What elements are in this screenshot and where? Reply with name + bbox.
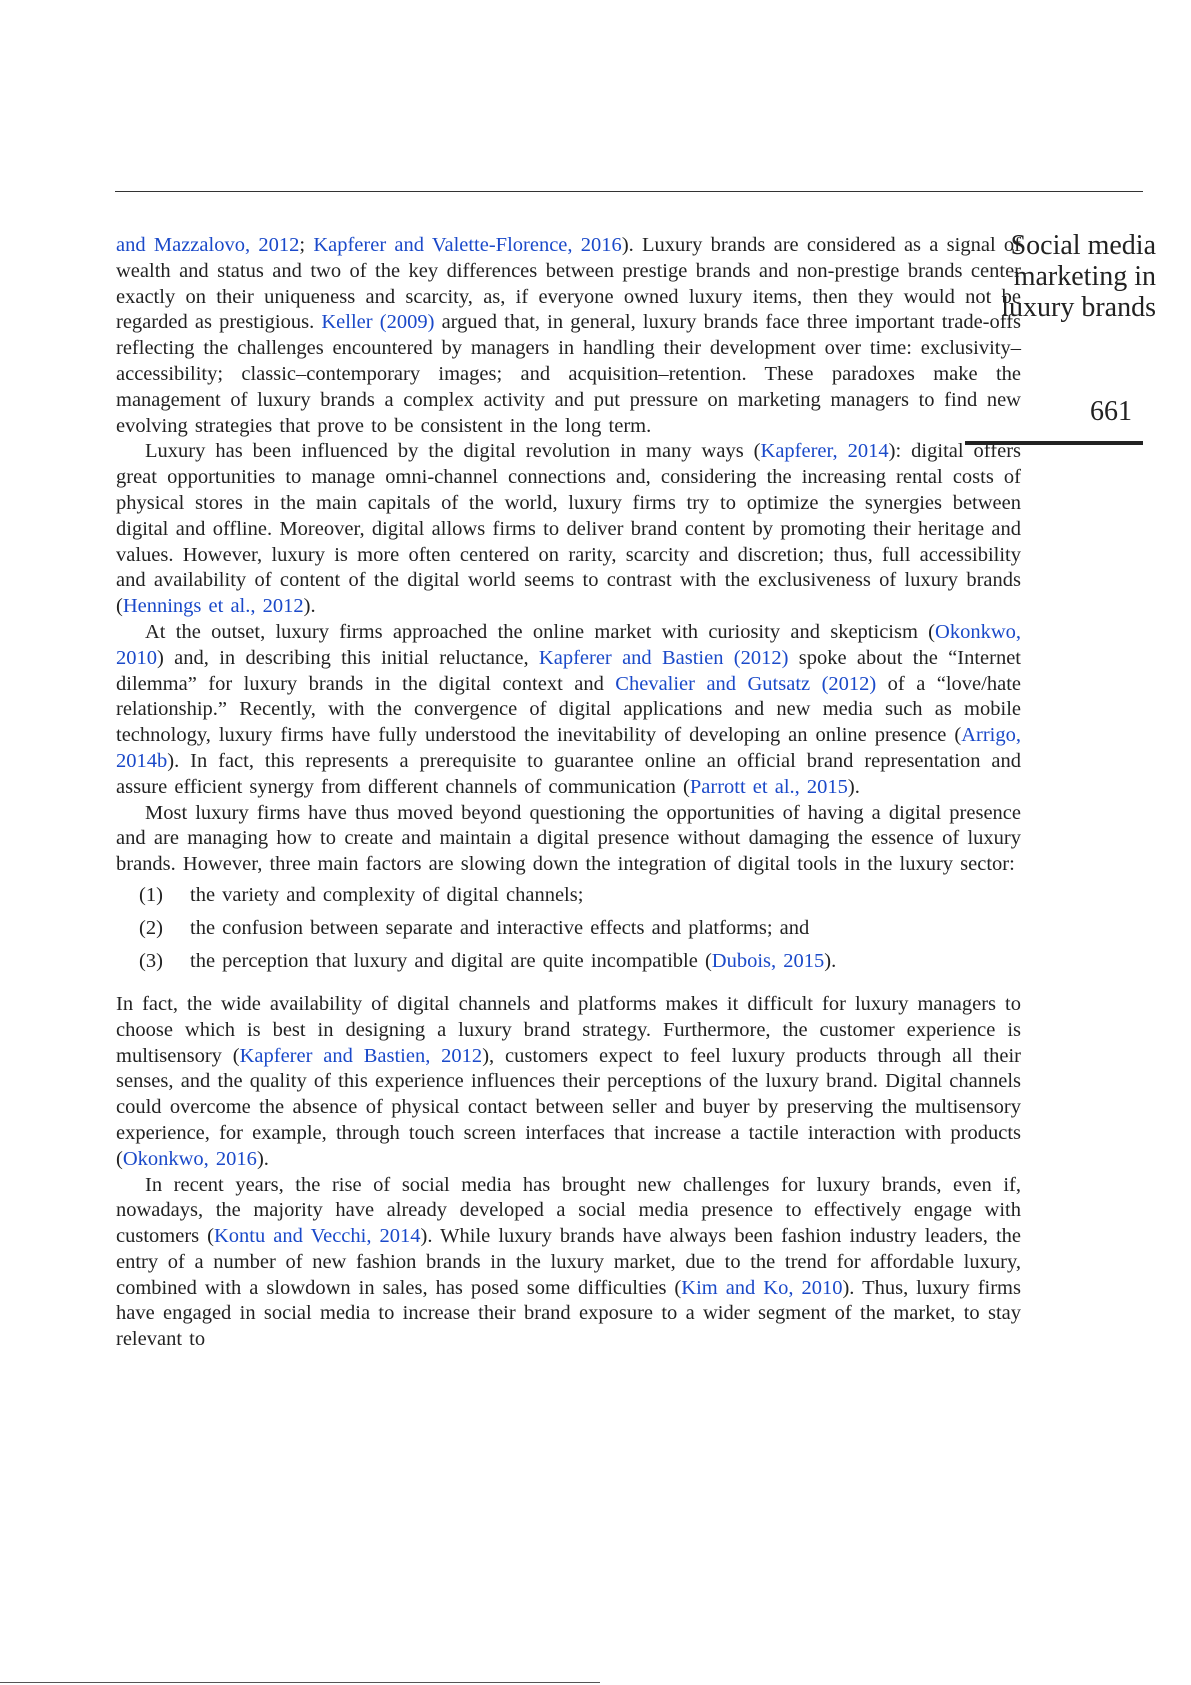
- paragraph: In fact, the wide availability of digital channels and platforms makes it difficult for luxury managers to choose which is best in designing a luxury brand strategy. Furthermore, the customer experience is multisensory (Kapferer and Bastien, 2012), customers expect to feel luxury products through all their senses, and the quality of this experience influences their perceptions of the luxury brand. Digital channels could overcome the absence of physical contact between seller and buyer by preserving the multisensory experience, for example, through touch screen interfaces that increase a tactile interaction with products (Okonkwo, 2016).: [116, 992, 1021, 1170]
- list-item: (2) the confusion between separate and interactive effects and platforms; and: [139, 916, 810, 939]
- citation-link[interactable]: Parrott et al., 2015: [689, 775, 848, 798]
- list-item: (1) the variety and complexity of digital channels;: [139, 883, 584, 906]
- list-item: (3) the perception that luxury and digital are quite incompatible (Dubois, 2015).: [139, 949, 837, 972]
- factor-list: [116, 882, 1021, 974]
- citation-link[interactable]: Kontu and Vecchi, 2014: [214, 1225, 421, 1248]
- citation-link[interactable]: Keller (2009): [321, 311, 435, 334]
- page-number: 661: [1090, 396, 1132, 427]
- citation-link[interactable]: Chevalier and Gutsatz (2012): [615, 672, 877, 695]
- running-title-line: luxury brands: [1001, 292, 1156, 323]
- citation-link[interactable]: and Mazzalovo, 2012: [116, 234, 300, 256]
- citation-link[interactable]: Kapferer and Bastien, 2012: [239, 1044, 483, 1067]
- citation-link[interactable]: Kapferer, 2014: [760, 440, 889, 463]
- citation-link[interactable]: Kapferer and Bastien (2012): [538, 646, 789, 669]
- footer-rule: [0, 1682, 600, 1683]
- running-title-line: marketing in: [1013, 261, 1156, 292]
- paragraph: Most luxury firms have thus moved beyond questioning the opportunities of having a digital presence and are managing how to create and maintain a digital presence without damaging the essence of luxury brands. However, three main factors are slowing down the integration of digital tools in the luxury sector:: [116, 801, 1021, 876]
- citation-link[interactable]: Dubois, 2015: [711, 949, 825, 972]
- citation-link[interactable]: Okonkwo, 2016: [122, 1147, 257, 1170]
- citation-link[interactable]: Arrigo, 2014b: [116, 724, 1021, 772]
- paragraph: In recent years, the rise of social media has brought new challenges for luxury brands, even if, nowadays, the majority have already developed a social media presence to effectively engage with customers (Kontu and Vecchi, 2014). While luxury brands have always been fashion industry leaders, the entry of a number of new fashion brands in the luxury market, due to the trend for affordable luxury, combined with a slowdown in sales, has posed some difficulties (Kim and Ko, 2010). Thus, luxury firms have engaged in social media to increase their brand exposure to a wider segment of the market, to stay relevant to: [116, 1173, 1021, 1351]
- paragraph: and Mazzalovo, 2012; Kapferer and Valette-Florence, 2016). Luxury brands are considered as a signal of wealth and status and two of the key differences between prestige brands and non-prestige brands center exactly on their uniqueness and scarcity, as, if everyone owned luxury items, then they would not be regarded as prestigious. Keller (2009) argued that, in general, luxury brands face three important trade-offs reflecting the challenges encountered by managers in handling their development over time: exclusivity–accessibility; classic–contemporary images; and acquisition–retention. These paradoxes make the management of luxury brands a complex activity and put pressure on marketing managers to find new evolving strategies that prove to be consistent in the long term.: [116, 234, 1022, 437]
- header-rule: [115, 191, 1143, 192]
- running-title-line: Social media: [1010, 230, 1156, 261]
- citation-link[interactable]: Hennings et al., 2012: [122, 595, 304, 618]
- paragraph: Luxury has been influenced by the digital revolution in many ways (Kapferer, 2014): digital offers great opportunities to manage omni-channel connections and, considering the increasing rental costs of physical stores in the main capitals of the world, luxury firms try to optimize the synergies between digital and offline. Moreover, digital allows firms to deliver brand content by promoting their heritage and values. However, luxury is more often centered on rarity, scarcity and discretion; thus, full accessibility and availability of content of the digital world seems to contrast with the exclusiveness of luxury brands (Hennings et al., 2012).: [116, 440, 1021, 618]
- article-body: [116, 233, 1021, 1353]
- citation-link[interactable]: Kim and Ko, 2010: [681, 1276, 843, 1299]
- citation-link[interactable]: Kapferer and Valette-Florence, 2016: [313, 234, 622, 256]
- citation-link[interactable]: Okonkwo, 2010: [116, 620, 1021, 669]
- paragraph: At the outset, luxury firms approached the online market with curiosity and skepticism (Okonkwo, 2010) and, in describing this initial reluctance, Kapferer and Bastien (2012) spoke about the “Internet dilemma” for luxury brands in the digital context and Chevalier and Gutsatz (2012) of a “love/hate relationship.” Recently, with the convergence of digital applications and new media such as mobile technology, luxury firms have fully understood the inevitability of developing an online presence (Arrigo, 2014b). In fact, this represents a prerequisite to guarantee online an official brand representation and assure efficient synergy from different channels of communication (Parrott et al., 2015).: [116, 620, 1021, 798]
